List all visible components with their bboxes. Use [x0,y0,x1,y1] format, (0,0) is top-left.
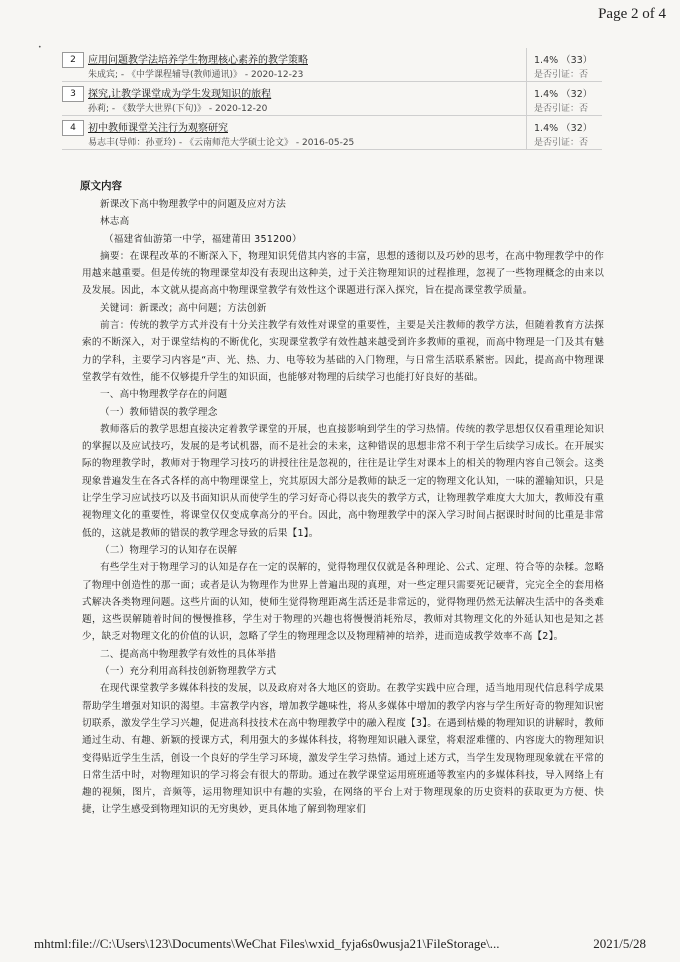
page-number: Page 2 of 4 [598,6,666,22]
similarity-results [62,48,602,150]
result-index: 3 [62,86,84,102]
result-index: 4 [62,120,84,136]
result-meta: 孙莉; - 《数学大世界(下旬)》 - 2020-12-20 [88,104,268,114]
result-title-link[interactable]: 应用问题教学法培养学生物理核心素养的教学策略 [88,55,308,66]
result-cite-status: 是否引证：否 [534,70,589,80]
doc-affiliation: （福建省仙游第一中学，福建莆田 351200） [104,233,302,245]
print-footer [34,936,646,952]
result-meta: 易志丰(导师：孙亚玲) - 《云南师范大学硕士论文》 - 2016-05-25 [88,138,355,148]
result-title-link[interactable]: 探究,让教学课堂成为学生发现知识的旅程 [88,89,272,100]
print-date: 2021/5/28 [593,936,646,951]
result-percent: 1.4% （33） [534,55,593,66]
original-content [82,196,604,819]
column-divider [526,48,527,81]
section-title: 原文内容 [80,180,122,192]
heading-1: 一、高中物理教学存在的问题 [100,389,228,401]
doc-title: 新课改下高中物理教学中的问题及应对方法 [100,199,287,210]
result-percent: 1.4% （32） [534,123,593,134]
result-index: 2 [62,52,84,68]
subheading-1-1: （一）教师错误的教学理念 [100,406,218,418]
result-title-link[interactable]: 初中教师课堂关注行为观察研究 [88,123,228,134]
doc-preface: 前言：传统的教学方式并没有十分关注教学有效性对课堂的重要性，主要是关注教师的教学方法，但随着教育方法探索的不断深入，对于课堂结构的不断优化，实现课堂教学有效性越来越受到许多教师的重视，而高中物理是一门及其有魅力的学科，主要学习内容是“声、光、热、力、电等较为基础的入门物理，与日常生活联系紧密。因此，提高高中物理课堂教学有效性，能不仅够提升学生的知识面，也能够对物理的后续学习也能打好良好的基础。 [82,320,604,383]
heading-2: 二、提高高中物理教学有效性的具体举措 [100,648,277,660]
result-row [62,82,602,116]
column-divider [526,116,527,149]
doc-keywords: 关键词：新课改；高中问题；方法创新 [100,302,267,314]
paragraph: 在现代课堂教学多媒体科技的发展，以及政府对各大地区的资助。在教学实践中应合理，适当地用现代信息科学成果帮助学生增强对知识的渴望。丰富教学内容，增加教学趣味性，将从多媒体中增加的教学内容与学生所好奇的物理知识密切联系，激发学生学习兴趣，促进高科技技术在高中物理教学中的融入程度【3】。在遇到枯燥的物理知识的讲解时，教师通过生动、有趣、新颖的授课方式，利用强大的多媒体科技，将物理知识融入课堂，将艰涩难懂的、内容庞大的物理知识变得贴近学生生活，创设一个良好的学生学习环境，激发学生学习热情。通过上述方式，当学生发现物理现象就在平常的日常生活中时，对物理知识的学习将会有很大的帮助。通过在教学课堂运用班班通等教室内的多媒体科技，导入网络上有趣的视频，图片，音频等，运用物理知识中有趣的实验，在网络的平台上对于物理现象的历史资料的获取更为方便、快捷，让学生感受到物理知识的无穷奥妙，更具体地了解到物理家们 [82,683,604,816]
subheading-2-1: （一）充分利用高科技创新物理教学方式 [100,666,277,678]
paragraph: 有些学生对于物理学习的认知是存在一定的误解的，觉得物理仅仅就是各种理论、公式、定理、符合等的杂糅。忽略了物理中创造性的那一面；或者是认为物理作为世界上普遍出现的真理，对一些定理只需要死记硬背，完完全全的套用格式解决各类物理问题。这些片面的认知，使师生觉得物理距离生活还是非常远的，觉得物理仍然无法解决生活中的各类难题，这些误解随着时间的慢慢推移，学生对于物理的兴趣也将慢慢消耗殆尽，教师对其物理文化的外延认知也是知之甚少，缺乏对物理文化的价值的认识，忽略了学生的物理理念以及物理精神的培养，进而造成教学效率不高【2】。 [82,562,604,643]
file-path: mhtml:file://C:\Users\123\Documents\WeChat Files\wxid_fyja6s0wusja21\FileStorage\... [34,936,500,951]
column-divider [526,82,527,115]
result-row [62,116,602,150]
paragraph: 教师落后的教学思想直接决定着教学课堂的开展，也直接影响到学生的学习热情。传统的教学思想仅仅看重理论知识的掌握以及应试技巧，发展的是考试机器，而不是社会的未来，这种错误的思想非常不利于学生后续学习成长。在开展实际的物理教学时，教师对于物理学习技巧的讲授往往是忽视的，往往是让学生对课本上的相关的物理内容自己领会。这类现象普遍发生在各式各样的高中物理课堂上，究其原因大部分是教师的缺乏一定的物理文化认知，一味的灌输知识，只是让学生学习应试技巧以及书面知识从而使学生的学习好奇心得以丧失的教学方式，让物理教学难度大大加大，教师没有重视物理文化的重要性，将课堂仅仅变成拿高分的平台。因此，高中物理教学中的深入学习时间占据课时时间的比重是非常低的，这就是教师的错误的教学理念导致的后果【1】。 [82,423,604,539]
result-cite-status: 是否引证：否 [534,104,589,114]
result-cite-status: 是否引证：否 [534,138,589,148]
doc-abstract: 摘要：在课程改革的不断深入下，物理知识凭借其内容的丰富，思想的透彻以及巧妙的思考，在高中物理教学中的作用越来越重要。但是传统的物理课堂却没有表现出这种美，过于关注物理知识的过程推理，忽视了一些物理概念的由来以及发展。因此，本文就从提高高中物理课堂教学有效性这个课题进行深入探究，旨在提高课堂教学质量。 [82,250,604,297]
subheading-1-2: （二）物理学习的认知存在误解 [100,544,238,556]
result-meta: 朱成宾; - 《中学课程辅导(教师通讯)》 - 2020-12-23 [88,70,304,80]
scan-mark: • [38,44,42,51]
result-percent: 1.4% （32） [534,89,593,100]
result-row [62,48,602,82]
doc-author: 林志高 [100,216,130,228]
